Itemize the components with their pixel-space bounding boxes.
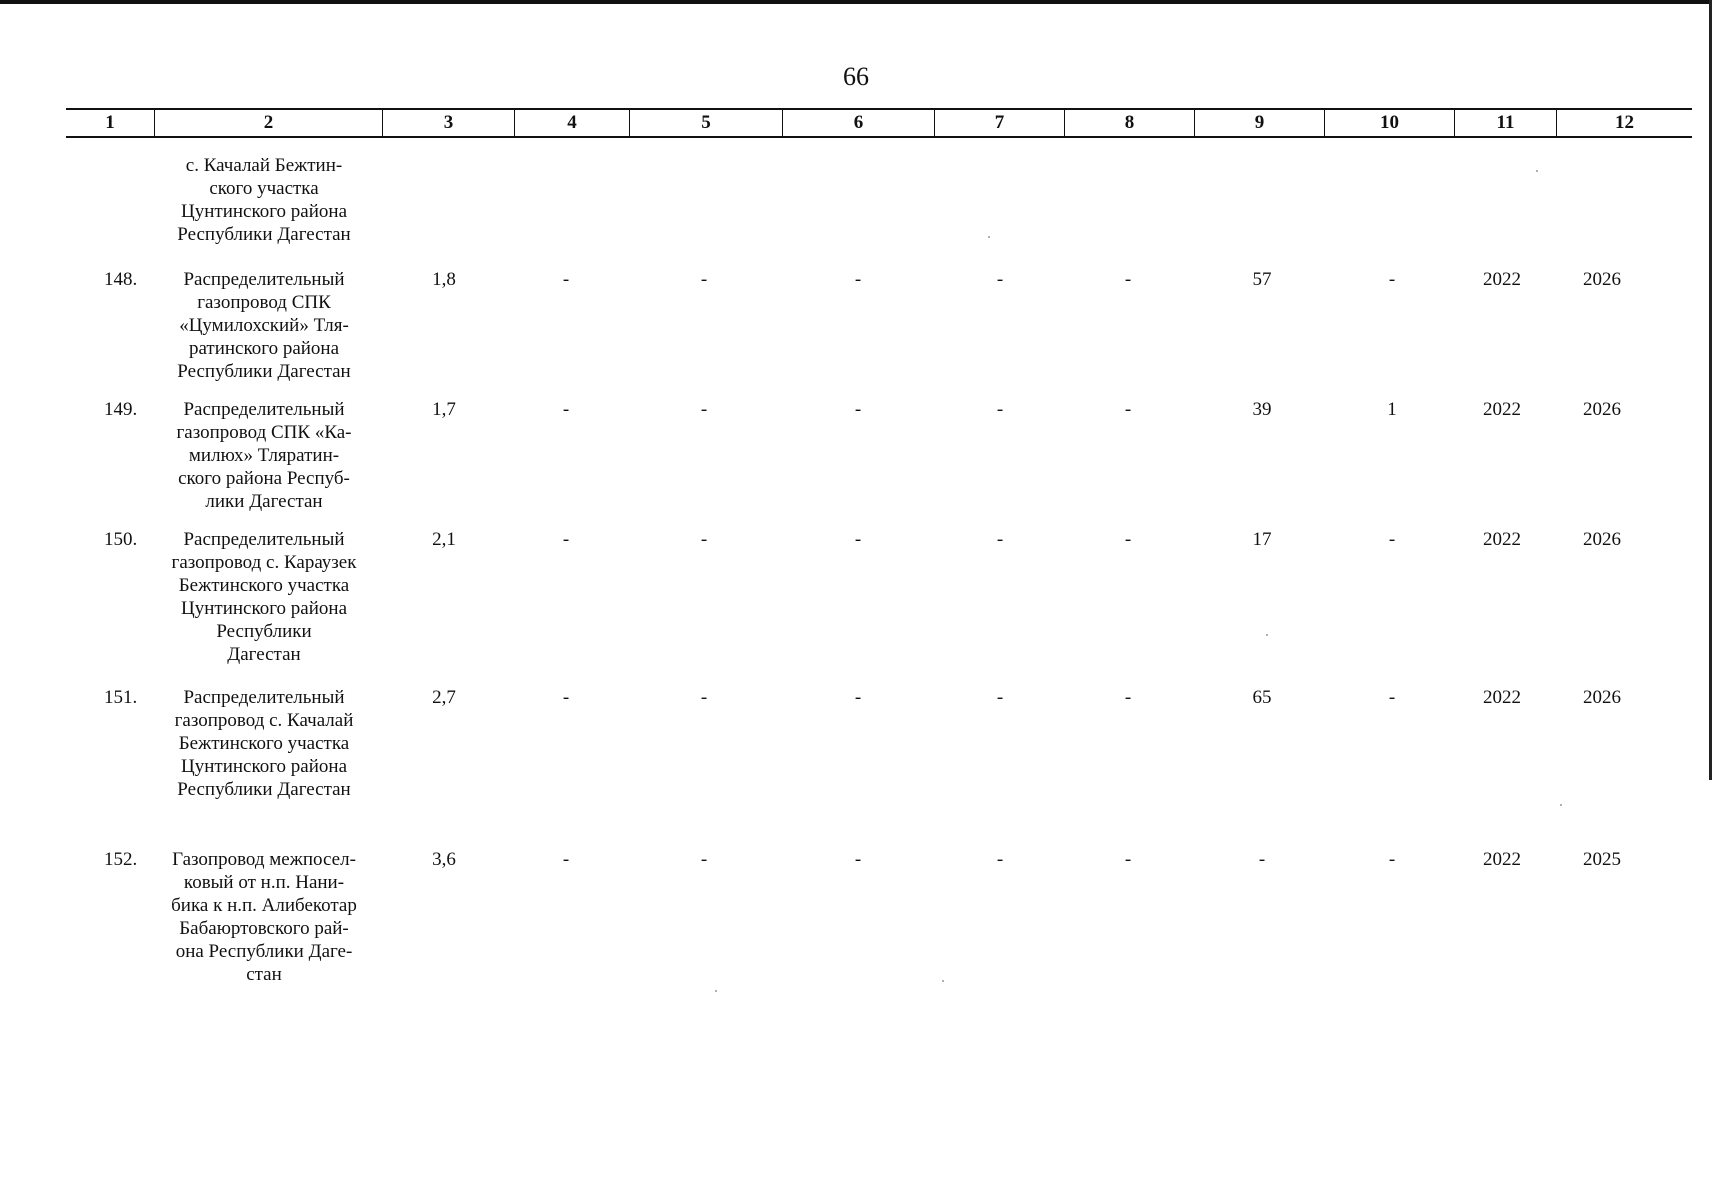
cell-col-6: - [854,687,862,708]
cell-col-8: - [1124,269,1132,290]
object-name-line: Цунтинского района [181,598,347,619]
scan-speck [1536,170,1538,172]
cell-col-10: 1 [1387,399,1397,420]
cell-col-8: - [1124,399,1132,420]
object-name-line: стан [246,964,282,985]
column-header-1: 1 [105,112,115,133]
object-name-line: ковый от н.п. Нани- [183,872,345,893]
cell-col-5: - [700,269,708,290]
cell-col-7: - [996,269,1004,290]
cell-col-4: - [562,687,570,708]
object-name-line: газопровод с. Караузек [171,552,357,573]
cell-col-12: 2026 [1583,399,1621,420]
object-name-line: Распределительный [183,687,345,708]
object-name-line: лики Дагестан [205,491,323,512]
cell-col-9: 65 [1252,687,1272,708]
object-name [158,154,370,246]
cell-col-7: - [996,529,1004,550]
column-header-9: 9 [1194,110,1324,136]
cell-col-10: - [1388,849,1396,870]
cell-col-9: 39 [1252,399,1272,420]
page-number: 66 [843,62,869,91]
object-name-line: Цунтинского района [181,756,347,777]
cell-col-9: 17 [1252,529,1272,550]
object-name [158,686,370,801]
scan-speck [1560,804,1562,806]
object-name-line: Бабаюртовского рай- [179,918,349,939]
row-number: 150. [104,529,138,550]
cell-col-12: 2026 [1583,529,1621,550]
column-header-7: 7 [934,110,1064,136]
object-name-line: газопровод СПК «Ка- [176,422,352,443]
object-name-line: Распределительный [183,269,345,290]
object-name [158,398,370,513]
scan-edge-top [0,0,1712,4]
object-name-line: Бежтинского участка [178,733,350,754]
cell-col-3: 2,1 [432,529,456,550]
column-header-6: 6 [782,110,934,136]
object-name-line: она Республики Даге- [175,941,353,962]
object-name-line: газопровод с. Качалай [174,710,354,731]
cell-col-3: 3,6 [432,849,456,870]
cell-col-6: - [854,269,862,290]
column-header-11: 11 [1454,110,1556,136]
cell-col-5: - [700,529,708,550]
cell-col-9: 57 [1252,269,1272,290]
cell-col-7: - [996,687,1004,708]
cell-col-3: 1,8 [432,269,456,290]
cell-col-6: - [854,529,862,550]
object-name [158,268,370,383]
cell-col-11: 2022 [1483,399,1521,420]
object-name-line: Газопровод межпосел- [172,849,356,870]
object-name-line: Республики Дагестан [177,779,351,800]
object-name-line: газопровод СПК [197,292,331,313]
scan-speck [988,236,990,238]
cell-col-4: - [562,529,570,550]
row-number: 151. [104,687,138,708]
object-name-line: милюх» Тляратин- [188,445,340,466]
table-header-row [66,108,1692,138]
object-name-line: Бежтинского участка [178,575,350,596]
column-header-3: 3 [382,110,514,136]
object-name-line: Цунтинского района [181,201,347,222]
scan-speck [942,980,944,982]
cell-col-5: - [700,849,708,870]
cell-col-11: 2022 [1483,529,1521,550]
column-header-8: 8 [1064,110,1194,136]
cell-col-9: - [1258,849,1266,870]
row-number: 148. [104,269,138,290]
object-name-line: Республики Дагестан [177,224,351,245]
object-name-line: Распределительный [183,399,345,420]
object-name-line: «Цумилохский» Тля- [179,315,349,336]
cell-col-8: - [1124,529,1132,550]
cell-col-4: - [562,269,570,290]
cell-col-3: 2,7 [432,687,456,708]
cell-col-8: - [1124,849,1132,870]
object-name-line: Распределительный [183,529,345,550]
row-number: 152. [104,849,138,870]
cell-col-3: 1,7 [432,399,456,420]
cell-col-10: - [1388,687,1396,708]
column-header-2: 2 [154,110,382,136]
cell-col-8: - [1124,687,1132,708]
cell-col-10: - [1388,529,1396,550]
scan-speck [715,990,717,992]
cell-col-4: - [562,399,570,420]
column-header-4: 4 [514,110,629,136]
scan-speck [1266,634,1268,636]
data-table [66,108,1692,985]
object-name-line: ского района Респуб- [178,468,350,489]
cell-col-11: 2022 [1483,269,1521,290]
cell-col-10: - [1388,269,1396,290]
cell-col-4: - [562,849,570,870]
cell-col-5: - [700,687,708,708]
object-name-line: Республики [216,621,312,642]
object-name-line: бика к н.п. Алибекотар [171,895,357,916]
object-name-line: Республики Дагестан [177,361,351,382]
cell-col-11: 2022 [1483,849,1521,870]
cell-col-5: - [700,399,708,420]
cell-col-11: 2022 [1483,687,1521,708]
object-name-line: ратинского района [188,338,340,359]
object-name-line: ского участка [209,178,319,199]
cell-col-12: 2026 [1583,687,1621,708]
column-header-12: 12 [1556,110,1692,136]
object-name [158,528,370,666]
object-name-line: с. Качалай Бежтин- [185,155,343,176]
column-header-5: 5 [629,110,782,136]
column-header-10: 10 [1324,110,1454,136]
object-name-line: Дагестан [227,644,301,665]
row-number: 149. [104,399,138,420]
cell-col-12: 2025 [1583,849,1621,870]
object-name [158,848,370,986]
cell-col-6: - [854,399,862,420]
cell-col-6: - [854,849,862,870]
cell-col-7: - [996,849,1004,870]
cell-col-12: 2026 [1583,269,1621,290]
cell-col-7: - [996,399,1004,420]
